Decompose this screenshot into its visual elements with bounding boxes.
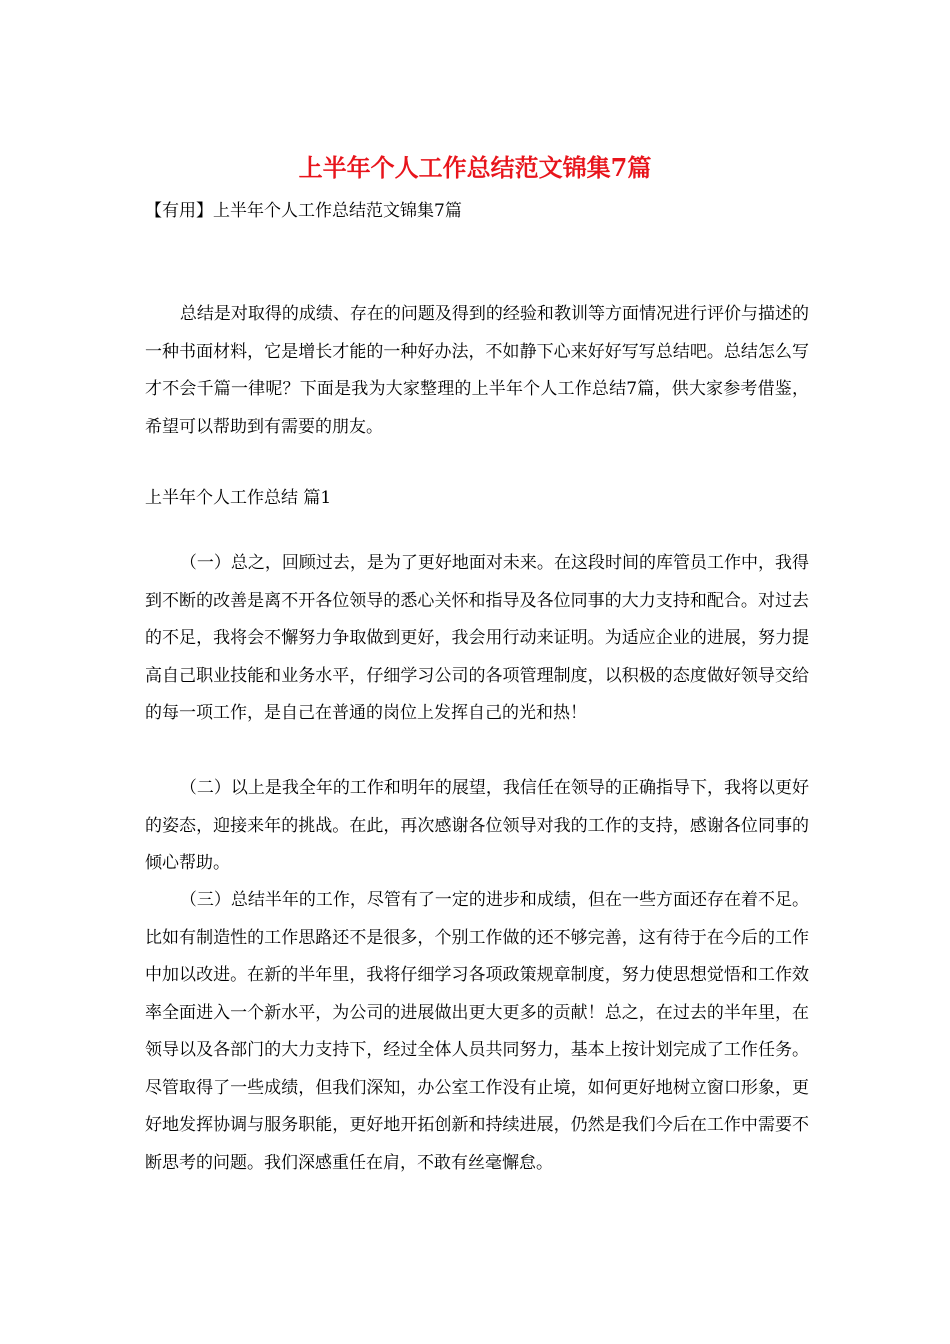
intro-paragraph: 总结是对取得的成绩、存在的问题及得到的经验和教训等方面情况进行评价与描述的一种书面材料，它是增长才能的一种好办法，不如静下心来好好写写总结吧。总结怎么写才不会千篇一律呢？下面是我为大家整理的上半年个人工作总结7篇，供大家参考借鉴，希望可以帮助到有需要的朋友。 [145, 304, 809, 437]
body-paragraph-2: （二）以上是我全年的工作和明年的展望，我信任在领导的正确指导下，我将以更好的姿态，迎接来年的挑战。在此，再次感谢各位领导对我的工作的支持，感谢各位同事的倾心帮助。 [145, 778, 809, 873]
document-subtitle: 【有用】上半年个人工作总结范文锦集7篇 [145, 201, 462, 221]
document-title: 上半年个人工作总结范文锦集7篇 [298, 153, 652, 182]
section-heading: 上半年个人工作总结 篇1 [145, 488, 332, 508]
body-paragraph-3: （三）总结半年的工作，尽管有了一定的进步和成绩，但在一些方面还存在着不足。比如有制造性的工作思路还不是很多，个别工作做的还不够完善，这有待于在今后的工作中加以改进。在新的半年里，我将仔细学习各项政策规章制度，努力使思想觉悟和工作效率全面进入一个新水平，为公司的进展做出更大更多的贡献！总之，在过去的半年里，在领导以及各部门的大力支持下，经过全体人员共同努力，基本上按计划完成了工作任务。尽管取得了一些成绩，但我们深知，办公室工作没有止境，如何更好地树立窗口形象，更好地发挥协调与服务职能，更好地开拓创新和持续进展，仍然是我们今后在工作中需要不断思考的问题。我们深感重任在肩，不敢有丝毫懈怠。 [145, 890, 809, 1173]
body-paragraph-1: （一）总之，回顾过去，是为了更好地面对未来。在这段时间的库管员工作中，我得到不断的改善是离不开各位领导的悉心关怀和指导及各位同事的大力支持和配合。对过去的不足，我将会不懈努力争取做到更好，我会用行动来证明。为适应企业的进展，努力提高自己职业技能和业务水平，仔细学习公司的各项管理制度，以积极的态度做好领导交给的每一项工作，是自己在普通的岗位上发挥自己的光和热！ [145, 553, 809, 723]
